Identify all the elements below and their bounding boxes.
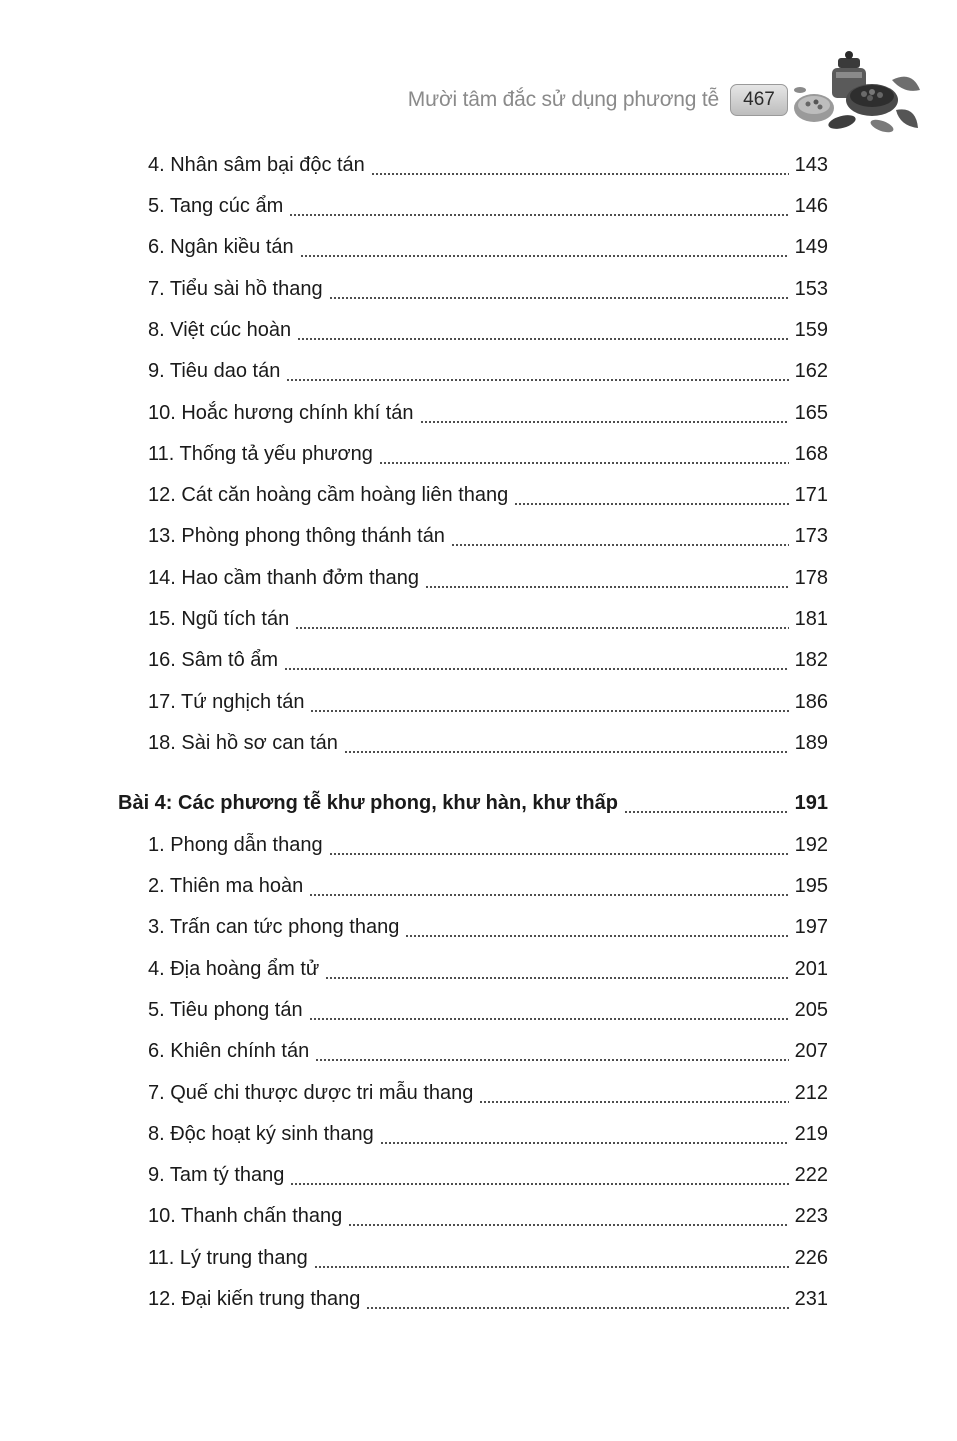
toc-entry-page: 153 <box>794 278 828 300</box>
dot-leader <box>329 842 789 856</box>
toc-section-page: 191 <box>794 792 828 814</box>
toc-entry <box>148 875 828 903</box>
toc-entry-page: 231 <box>794 1288 828 1310</box>
dot-leader <box>344 740 789 754</box>
toc-entry-label: 6. Ngân kiều tán <box>148 236 294 258</box>
dot-leader <box>309 1007 789 1021</box>
dot-leader <box>309 883 788 897</box>
toc-entry-label: 3. Trấn can tức phong thang <box>148 916 400 938</box>
toc-entry-page: 205 <box>794 999 828 1021</box>
dot-leader <box>290 1172 788 1186</box>
dot-leader <box>348 1213 788 1227</box>
dot-leader <box>366 1296 788 1310</box>
page-number-badge: 467 <box>730 84 788 116</box>
dot-leader <box>297 327 789 341</box>
toc-entry-label: 4. Địa hoàng ẩm tử <box>148 958 320 980</box>
toc-section-label: Bài 4: Các phương tễ khư phong, khư hàn, khư thấp <box>118 792 618 814</box>
toc-entry-page: 189 <box>794 732 828 754</box>
toc-entry <box>148 236 828 264</box>
toc-entry <box>148 567 828 595</box>
toc-entry <box>148 402 828 430</box>
dot-leader <box>284 657 789 671</box>
toc-entry-page: 201 <box>794 958 828 980</box>
dot-leader <box>371 162 789 176</box>
toc-section-heading <box>118 792 828 820</box>
toc-entry <box>148 958 828 986</box>
toc-entry <box>148 278 828 306</box>
toc-entry-label: 15. Ngũ tích tán <box>148 608 290 630</box>
toc-entry-page: 197 <box>794 916 828 938</box>
toc-entry-label: 16. Sâm tô ẩm <box>148 649 279 671</box>
toc-entry-label: 7. Tiểu sài hồ thang <box>148 278 323 300</box>
toc-entry <box>148 154 828 182</box>
dot-leader <box>295 616 788 630</box>
toc-entry <box>148 443 828 471</box>
toc-entry <box>148 834 828 862</box>
toc-entry-label: 11. Thống tả yếu phương <box>148 443 373 465</box>
toc-entry-label: 5. Tiêu phong tán <box>148 999 303 1021</box>
toc-entry <box>148 360 828 388</box>
toc-entry-page: 173 <box>794 525 828 547</box>
toc-entry-page: 159 <box>794 319 828 341</box>
dot-leader <box>405 924 788 938</box>
toc-entry-page: 178 <box>794 567 828 589</box>
dot-leader <box>300 244 789 258</box>
dot-leader <box>286 368 788 382</box>
toc-entry <box>148 195 828 223</box>
toc-entry-page: 143 <box>794 154 828 176</box>
dot-leader <box>420 410 789 424</box>
toc-entry <box>148 525 828 553</box>
toc-entry <box>148 649 828 677</box>
toc-entry-page: 222 <box>794 1164 828 1186</box>
toc-entry-label: 9. Tiêu dao tán <box>148 360 281 382</box>
toc-entry-label: 8. Việt cúc hoàn <box>148 319 292 341</box>
toc-entry-page: 168 <box>794 443 828 465</box>
toc-entry-label: 4. Nhân sâm bại độc tán <box>148 154 365 176</box>
toc-entry-page: 186 <box>794 691 828 713</box>
dot-leader <box>310 699 788 713</box>
dot-leader <box>425 575 789 589</box>
toc-entry-label: 9. Tam tý thang <box>148 1164 285 1186</box>
dot-leader <box>451 533 789 547</box>
toc-entry <box>148 484 828 512</box>
toc-entry-page: 146 <box>794 195 828 217</box>
dot-leader <box>315 1048 788 1062</box>
toc-entry-label: 12. Cát căn hoàng cầm hoàng liên thang <box>148 484 509 506</box>
running-title: Mười tâm đắc sử dụng phương tễ <box>407 88 719 111</box>
spices-illustration-icon <box>792 50 922 140</box>
toc-entry-page: 207 <box>794 1040 828 1062</box>
toc-entry <box>148 1082 828 1110</box>
toc-entry-label: 17. Tứ nghịch tán <box>148 691 305 713</box>
toc-entry-page: 219 <box>794 1123 828 1145</box>
toc-entry-label: 18. Sài hồ sơ can tán <box>148 732 338 754</box>
toc-entry-label: 2. Thiên ma hoàn <box>148 875 304 897</box>
toc-entry <box>148 1164 828 1192</box>
toc-entry <box>148 1205 828 1233</box>
toc-entry-page: 181 <box>794 608 828 630</box>
page-header <box>0 72 957 142</box>
toc-entry <box>148 1288 828 1316</box>
toc-entry-page: 182 <box>794 649 828 671</box>
dot-leader <box>329 286 789 300</box>
toc-entry-page: 192 <box>794 834 828 856</box>
toc-entry-page: 162 <box>794 360 828 382</box>
toc-entry <box>148 319 828 347</box>
dot-leader <box>289 203 788 217</box>
dot-leader <box>479 1090 788 1104</box>
dot-leader <box>314 1255 789 1269</box>
toc-entry-label: 6. Khiên chính tán <box>148 1040 310 1062</box>
toc-entry <box>148 608 828 636</box>
toc-entry-label: 1. Phong dẫn thang <box>148 834 323 856</box>
toc-entry <box>148 916 828 944</box>
toc-entry <box>148 1040 828 1068</box>
dot-leader <box>624 800 789 814</box>
toc-entry <box>148 1123 828 1151</box>
toc-entry <box>148 732 828 760</box>
toc-entry-label: 14. Hao cầm thanh đởm thang <box>148 567 420 589</box>
toc-entry-page: 171 <box>794 484 828 506</box>
toc-entry-page: 149 <box>794 236 828 258</box>
toc-entry-label: 11. Lý trung thang <box>148 1247 308 1269</box>
toc-entry-label: 13. Phòng phong thông thánh tán <box>148 525 445 547</box>
dot-leader <box>325 966 788 980</box>
toc-entry-label: 7. Quế chi thược dược tri mẫu thang <box>148 1082 474 1104</box>
toc-entry-label: 12. Đại kiến trung thang <box>148 1288 361 1310</box>
dot-leader <box>380 1131 789 1145</box>
toc-entry-page: 165 <box>794 402 828 424</box>
toc-entry-page: 212 <box>794 1082 828 1104</box>
toc-entry-page: 223 <box>794 1205 828 1227</box>
toc-entry-label: 10. Hoắc hương chính khí tán <box>148 402 414 424</box>
toc-entry-page: 195 <box>794 875 828 897</box>
toc-entry <box>148 999 828 1027</box>
toc-entry-label: 8. Độc hoạt ký sinh thang <box>148 1123 374 1145</box>
toc-entry <box>148 1247 828 1275</box>
dot-leader <box>379 451 789 465</box>
toc-entry-page: 226 <box>794 1247 828 1269</box>
toc-entry <box>148 691 828 719</box>
dot-leader <box>514 492 788 506</box>
toc-entry-label: 10. Thanh chấn thang <box>148 1205 343 1227</box>
toc-entry-label: 5. Tang cúc ẩm <box>148 195 284 217</box>
